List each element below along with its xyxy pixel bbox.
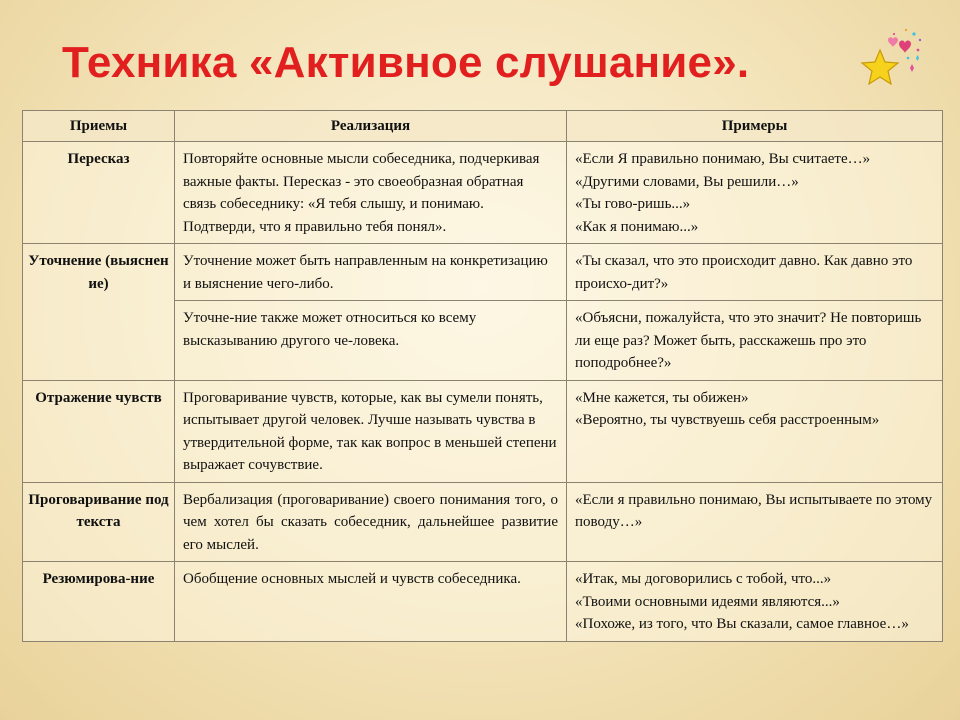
example-line: «Как я понимаю...» bbox=[575, 218, 699, 235]
implementation-cell: Повторяйте основные мысли собеседника, подчеркивая важные факты. Пересказ - это своеобразная обратная связь собеседнику: «Я тебя слышу, и понимаю. Подтверди, что я правильно тебя понял». bbox=[175, 142, 567, 244]
column-header-implementation: Реализация bbox=[175, 111, 567, 142]
technique-cell: Резюмирова-ние bbox=[23, 562, 175, 642]
implementation-cell: Вербализация (проговаривание) своего понимания того, о чем хотел бы сказать собеседник, дальнейшее развитие его мыслей. bbox=[175, 482, 567, 562]
examples-cell bbox=[567, 142, 943, 244]
table-row bbox=[23, 380, 943, 482]
example-line: «Похоже, из того, что Вы сказали, самое главное…» bbox=[575, 616, 909, 632]
example-line: «Объясни, пожалуйста, что это значит? Не повторишь ли еще раз? Может быть, расскажешь про это поподробнее?» bbox=[575, 310, 922, 371]
example-line: «Ты сказал, что это происходит давно. Как давно это происхо-дит?» bbox=[575, 253, 913, 292]
star-hearts-icon bbox=[858, 24, 928, 88]
examples-cell bbox=[567, 380, 943, 482]
table-row bbox=[23, 244, 943, 301]
table-row bbox=[23, 482, 943, 562]
technique-cell: Пересказ bbox=[23, 142, 175, 244]
column-header-examples: Примеры bbox=[567, 111, 943, 142]
technique-cell: Уточнение (выяснение) bbox=[23, 244, 175, 381]
example-line: «Твоими основными идеями являются...» bbox=[575, 593, 840, 610]
examples-cell bbox=[567, 562, 943, 642]
column-header-techniques: Приемы bbox=[23, 111, 175, 142]
example-line: «Если Я правильно понимаю, Вы считаете…» bbox=[575, 151, 871, 167]
active-listening-table bbox=[22, 110, 943, 642]
table-row bbox=[23, 142, 943, 244]
examples-cell bbox=[567, 244, 943, 301]
technique-cell: Отражение чувств bbox=[23, 380, 175, 482]
page-title: Техника «Активное слушание». bbox=[62, 38, 750, 87]
table-row bbox=[23, 562, 943, 642]
example-line: «Итак, мы договорились с тобой, что...» bbox=[575, 571, 832, 587]
examples-cell bbox=[567, 301, 943, 381]
example-line: «Ты гово-ришь...» bbox=[575, 196, 691, 212]
implementation-cell: Обобщение основных мыслей и чувств собеседника. bbox=[175, 562, 567, 642]
examples-cell bbox=[567, 482, 943, 562]
example-line: «Мне кажется, ты обижен» bbox=[575, 389, 749, 406]
implementation-cell: Проговаривание чувств, которые, как вы сумели понять, испытывает другой человек. Лучше называть чувства в утвердительной форме, так как вопрос в меньшей степени выражает сочувствие. bbox=[175, 380, 567, 482]
implementation-cell: Уточне-ние также может относиться ко всему высказыванию другого че-ловека. bbox=[175, 301, 567, 381]
implementation-cell: Уточнение может быть направленным на конкретизацию и выяснение чего-либо. bbox=[175, 244, 567, 301]
example-line: «Другими словами, Вы решили…» bbox=[575, 173, 799, 190]
table-header-row bbox=[23, 111, 943, 142]
example-line: «Если я правильно понимаю, Вы испытываете по этому поводу…» bbox=[575, 491, 933, 530]
example-line: «Вероятно, ты чувствуешь себя расстроенным» bbox=[575, 412, 880, 428]
technique-cell: Проговаривание подтекста bbox=[23, 482, 175, 562]
